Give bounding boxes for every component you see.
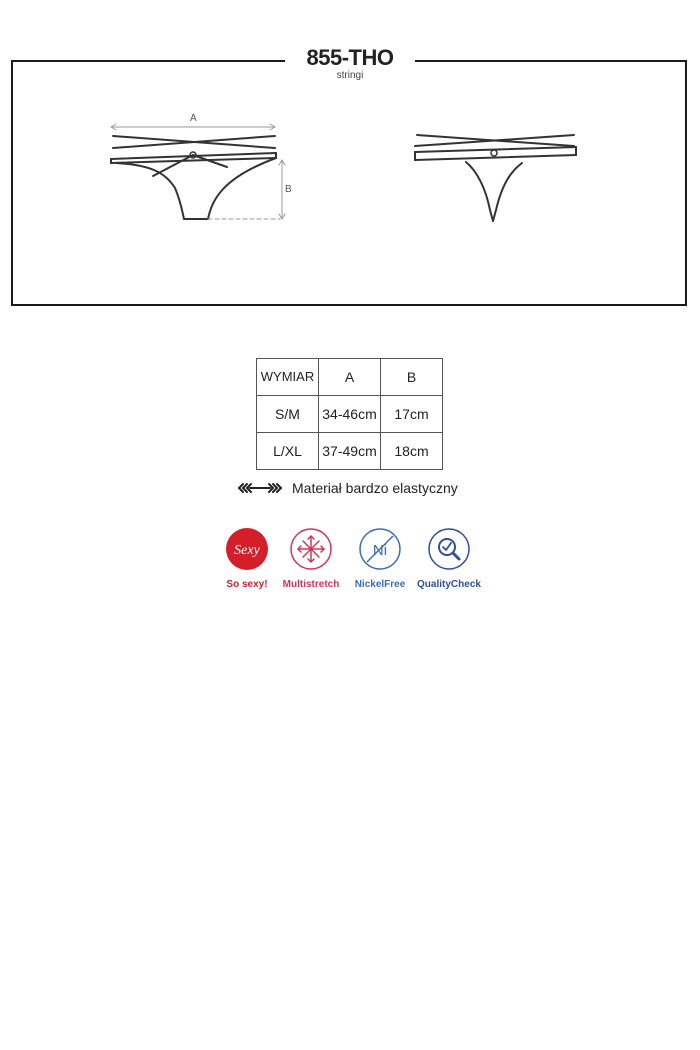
table-cell: 34-46cm [319,396,381,433]
nickel-free-icon [358,527,402,571]
stretch-note [236,479,458,497]
dimension-b-label: B [285,184,292,195]
svg-text:Sexy: Sexy [234,543,260,558]
multistretch-icon [289,527,333,571]
badge-so-sexy [212,527,282,590]
table-header-cell: WYMIAR [257,359,319,396]
back-view-drawing [415,135,576,221]
badge-label: QualityCheck [417,579,481,590]
table-header-row [257,359,443,396]
sexy-icon [225,527,269,571]
table-cell: 37-49cm [319,433,381,470]
product-code: 855-THO [306,45,394,70]
size-table [256,358,443,470]
badge-label: NickelFree [354,579,406,590]
feature-badges [212,527,492,591]
dimension-a-label: A [190,113,197,124]
table-header-cell: B [381,359,443,396]
badge-nickel-free [345,527,415,590]
table-row [257,433,443,470]
svg-text:Ni: Ni [372,542,388,559]
stretch-arrows-icon [236,482,284,494]
title-block [285,44,415,82]
table-row [257,396,443,433]
table-header-cell: A [319,359,381,396]
quality-check-icon [427,527,471,571]
badge-multistretch [276,527,346,590]
badge-quality-check [414,527,484,590]
badge-label: Multistretch [282,579,340,590]
front-view-drawing [111,124,285,219]
table-cell: S/M [257,396,319,433]
product-type: stringi [336,70,364,81]
table-cell: 17cm [381,396,443,433]
table-cell: L/XL [257,433,319,470]
stretch-note-text: Materiał bardzo elastyczny [292,480,458,496]
table-cell: 18cm [381,433,443,470]
badge-label: So sexy! [226,579,268,590]
